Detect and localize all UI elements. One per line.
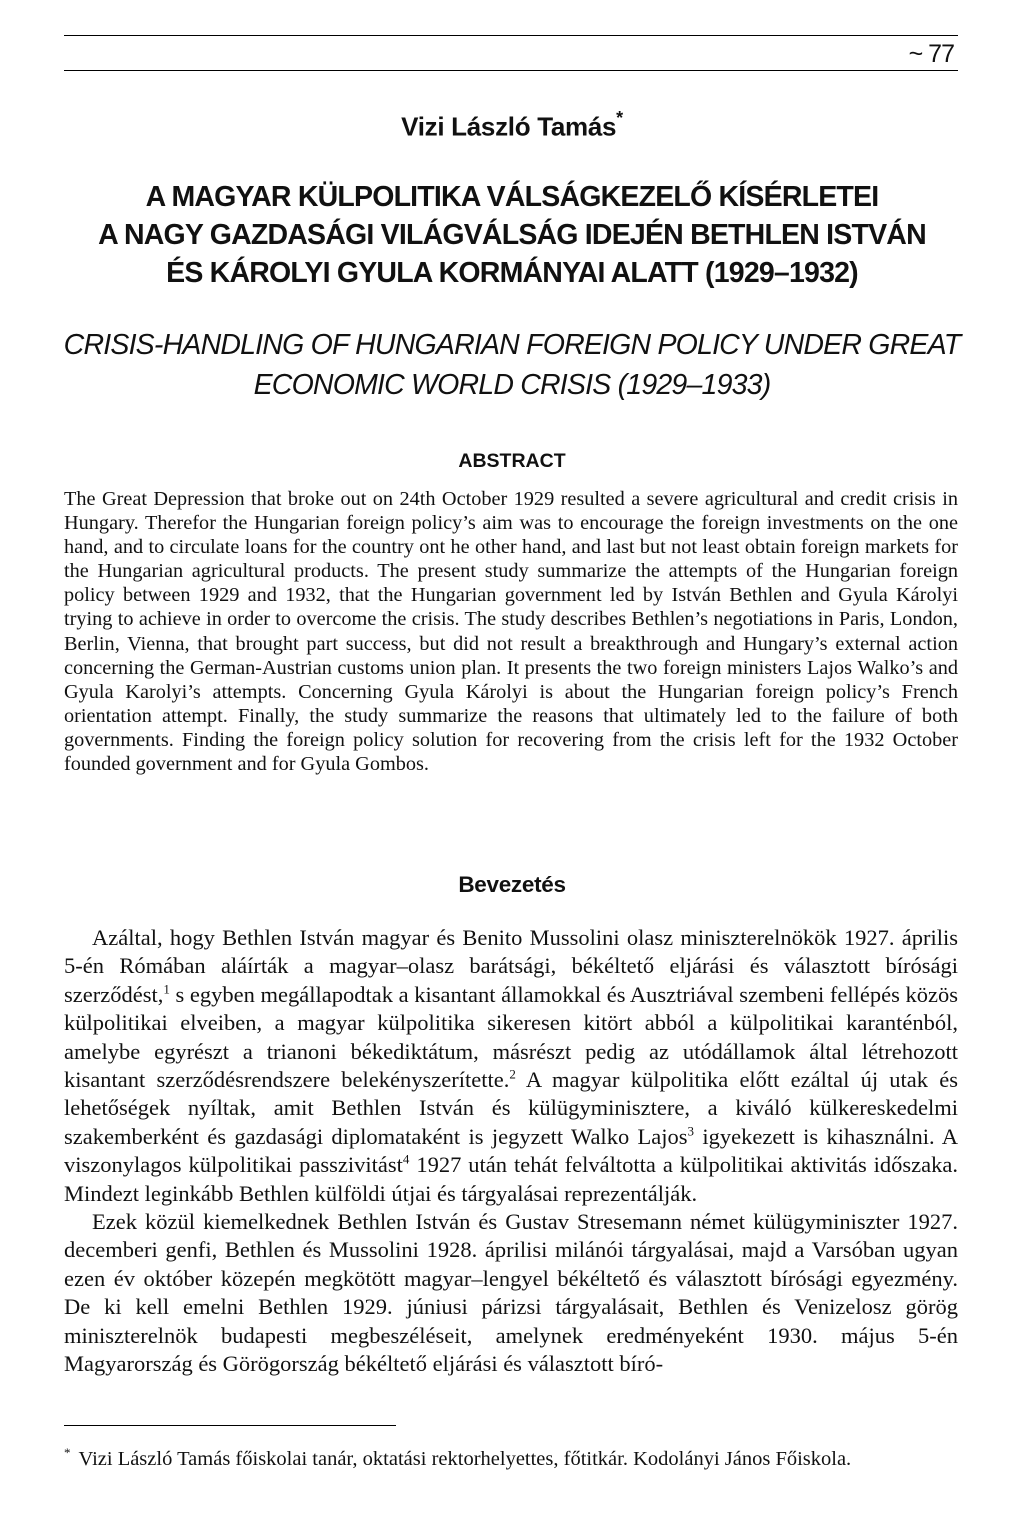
author-name <box>0 110 1024 143</box>
paragraph <box>64 924 958 1208</box>
paragraph-segment: 1927 után tehát felváltotta a külpolitikai aktivitás időszaka. Mindezt leginkább Bethlen külföldi útjai és tárgyalásai reprezentálják. <box>64 1152 958 1206</box>
page-number: ~ 77 <box>908 40 954 68</box>
title-english <box>0 325 1024 405</box>
title-hungarian-line: A NAGY GAZDASÁGI VILÁGVÁLSÁG IDEJÉN BETHLEN ISTVÁN <box>98 219 926 251</box>
paragraph: Ezek közül kiemelkednek Bethlen István és Gustav Stresemann német külügyminiszter 1927. decemberi genfi, Bethlen és Mussolini 1928. áprilisi milánói tárgyalásai, majd a Varsóban ugyan ezen év október közepén megkötött magyar–lengyel békéltető és választott bírósági egyezmény. De ki kell emelni Bethlen 1929. júniusi párizsi tárgyalásait, Bethlen és Venizelosz görög miniszterelnök budapesti megbeszéléseit, amelynek eredményeként 1930. május 5-én Magyarország és Görögország békéltető eljárási és választott bíró- <box>64 1209 958 1377</box>
title-english-line: ECONOMIC WORLD CRISIS (1929–1933) <box>253 369 771 401</box>
paragraph-segment: igyekezett is kihasználni. A viszonylagos külpolitikai passzivitást <box>64 1123 958 1178</box>
title-hungarian-line: A MAGYAR KÜLPOLITIKA VÁLSÁGKEZELŐ KÍSÉRLETEI <box>145 181 879 213</box>
paragraph-segment: Azáltal, hogy Bethlen István magyar és Benito Mussolini olasz miniszterelnökök 1927. április 5-én Rómában aláírták a magyar–olasz barátsági, békéltető eljárási és választott bírósági szerződést, <box>64 925 958 1007</box>
author-name-text: Vizi László Tamás <box>401 111 617 142</box>
footnote-marker: * <box>64 1445 71 1460</box>
paragraph-segment: s egyben megállapodtak a kisantant államokkal és Ausztriával szembeni fellépés közös külpolitikai elveiben, a magyar külpolitika sikeresen kitört abból a külpolitikai karanténból, amelybe egyrészt a trianoni békediktátum, másrészt pedig az utódállamok által létrehozott kisantant szerződésrendszere belekényszerítette. <box>64 981 958 1093</box>
footnote-text: Vizi László Tamás főiskolai tanár, oktatási rektorhelyettes, főtitkár. Kodolányi János Főiskola. <box>78 1448 852 1470</box>
abstract-heading: ABSTRACT <box>458 450 566 472</box>
paragraph-segment: A magyar külpolitika előtt ezáltal új utak és lehetőségek nyíltak, amit Bethlen István és külügyminisztere, a kiváló külkereskedelmi szakemberként és gazdasági diplomataként is jegyzett Walko Lajos <box>64 1067 958 1149</box>
footnote-rule <box>64 1425 396 1426</box>
author-footnote-marker: * <box>616 108 623 128</box>
abstract-text: The Great Depression that broke out on 24th October 1929 resulted a severe agricultural and credit crisis in Hungary. Therefor the Hungarian foreign policy’s aim was to encourage the foreign investments on the one hand, and to circulate loans for the country ont he other hand, and last but not least obtain foreign markets for the Hungarian agricultural products. The present study summarize the attempts of the Hungarian foreign policy between 1929 and 1932, that the Hungarian government led by István Bethlen and Gyula Károlyi trying to achieve in order to overcome the crisis. The study describes Bethlen’s negotiations in Paris, London, Berlin, Vienna, that brought part success, but did not result a breakthrough and Hungary’s external action concerning the German-Austrian customs union plan. It presents the two foreign ministers Lajos Walko’s and Gyula Karolyi’s attempts. Concerning Gyula Károlyi is about the Hungarian foreign policy’s French orientation attempt. Finally, the study summarize the reasons that ultimately led to the failure of both governments. Finding the foreign policy solution for recovering from the crisis left for the 1932 October founded government and for Gyula Gombos. <box>64 488 958 776</box>
header-rule-bottom <box>64 70 958 71</box>
header-rule-top <box>64 35 958 36</box>
footnote <box>64 1447 958 1473</box>
title-hungarian-line: ÉS KÁROLYI GYULA KORMÁNYAI ALATT (1929–1932) <box>166 257 858 289</box>
footnote-ref: 2 <box>509 1066 516 1082</box>
footnote-ref: 1 <box>163 981 170 997</box>
footnote-ref: 4 <box>402 1151 410 1167</box>
footnote-ref: 3 <box>687 1123 695 1139</box>
title-hungarian <box>0 178 1024 292</box>
section-heading: Bevezetés <box>458 872 566 897</box>
title-english-line: CRISIS-HANDLING OF HUNGARIAN FOREIGN POLICY UNDER GREAT <box>63 329 961 361</box>
body-text <box>64 924 958 1379</box>
